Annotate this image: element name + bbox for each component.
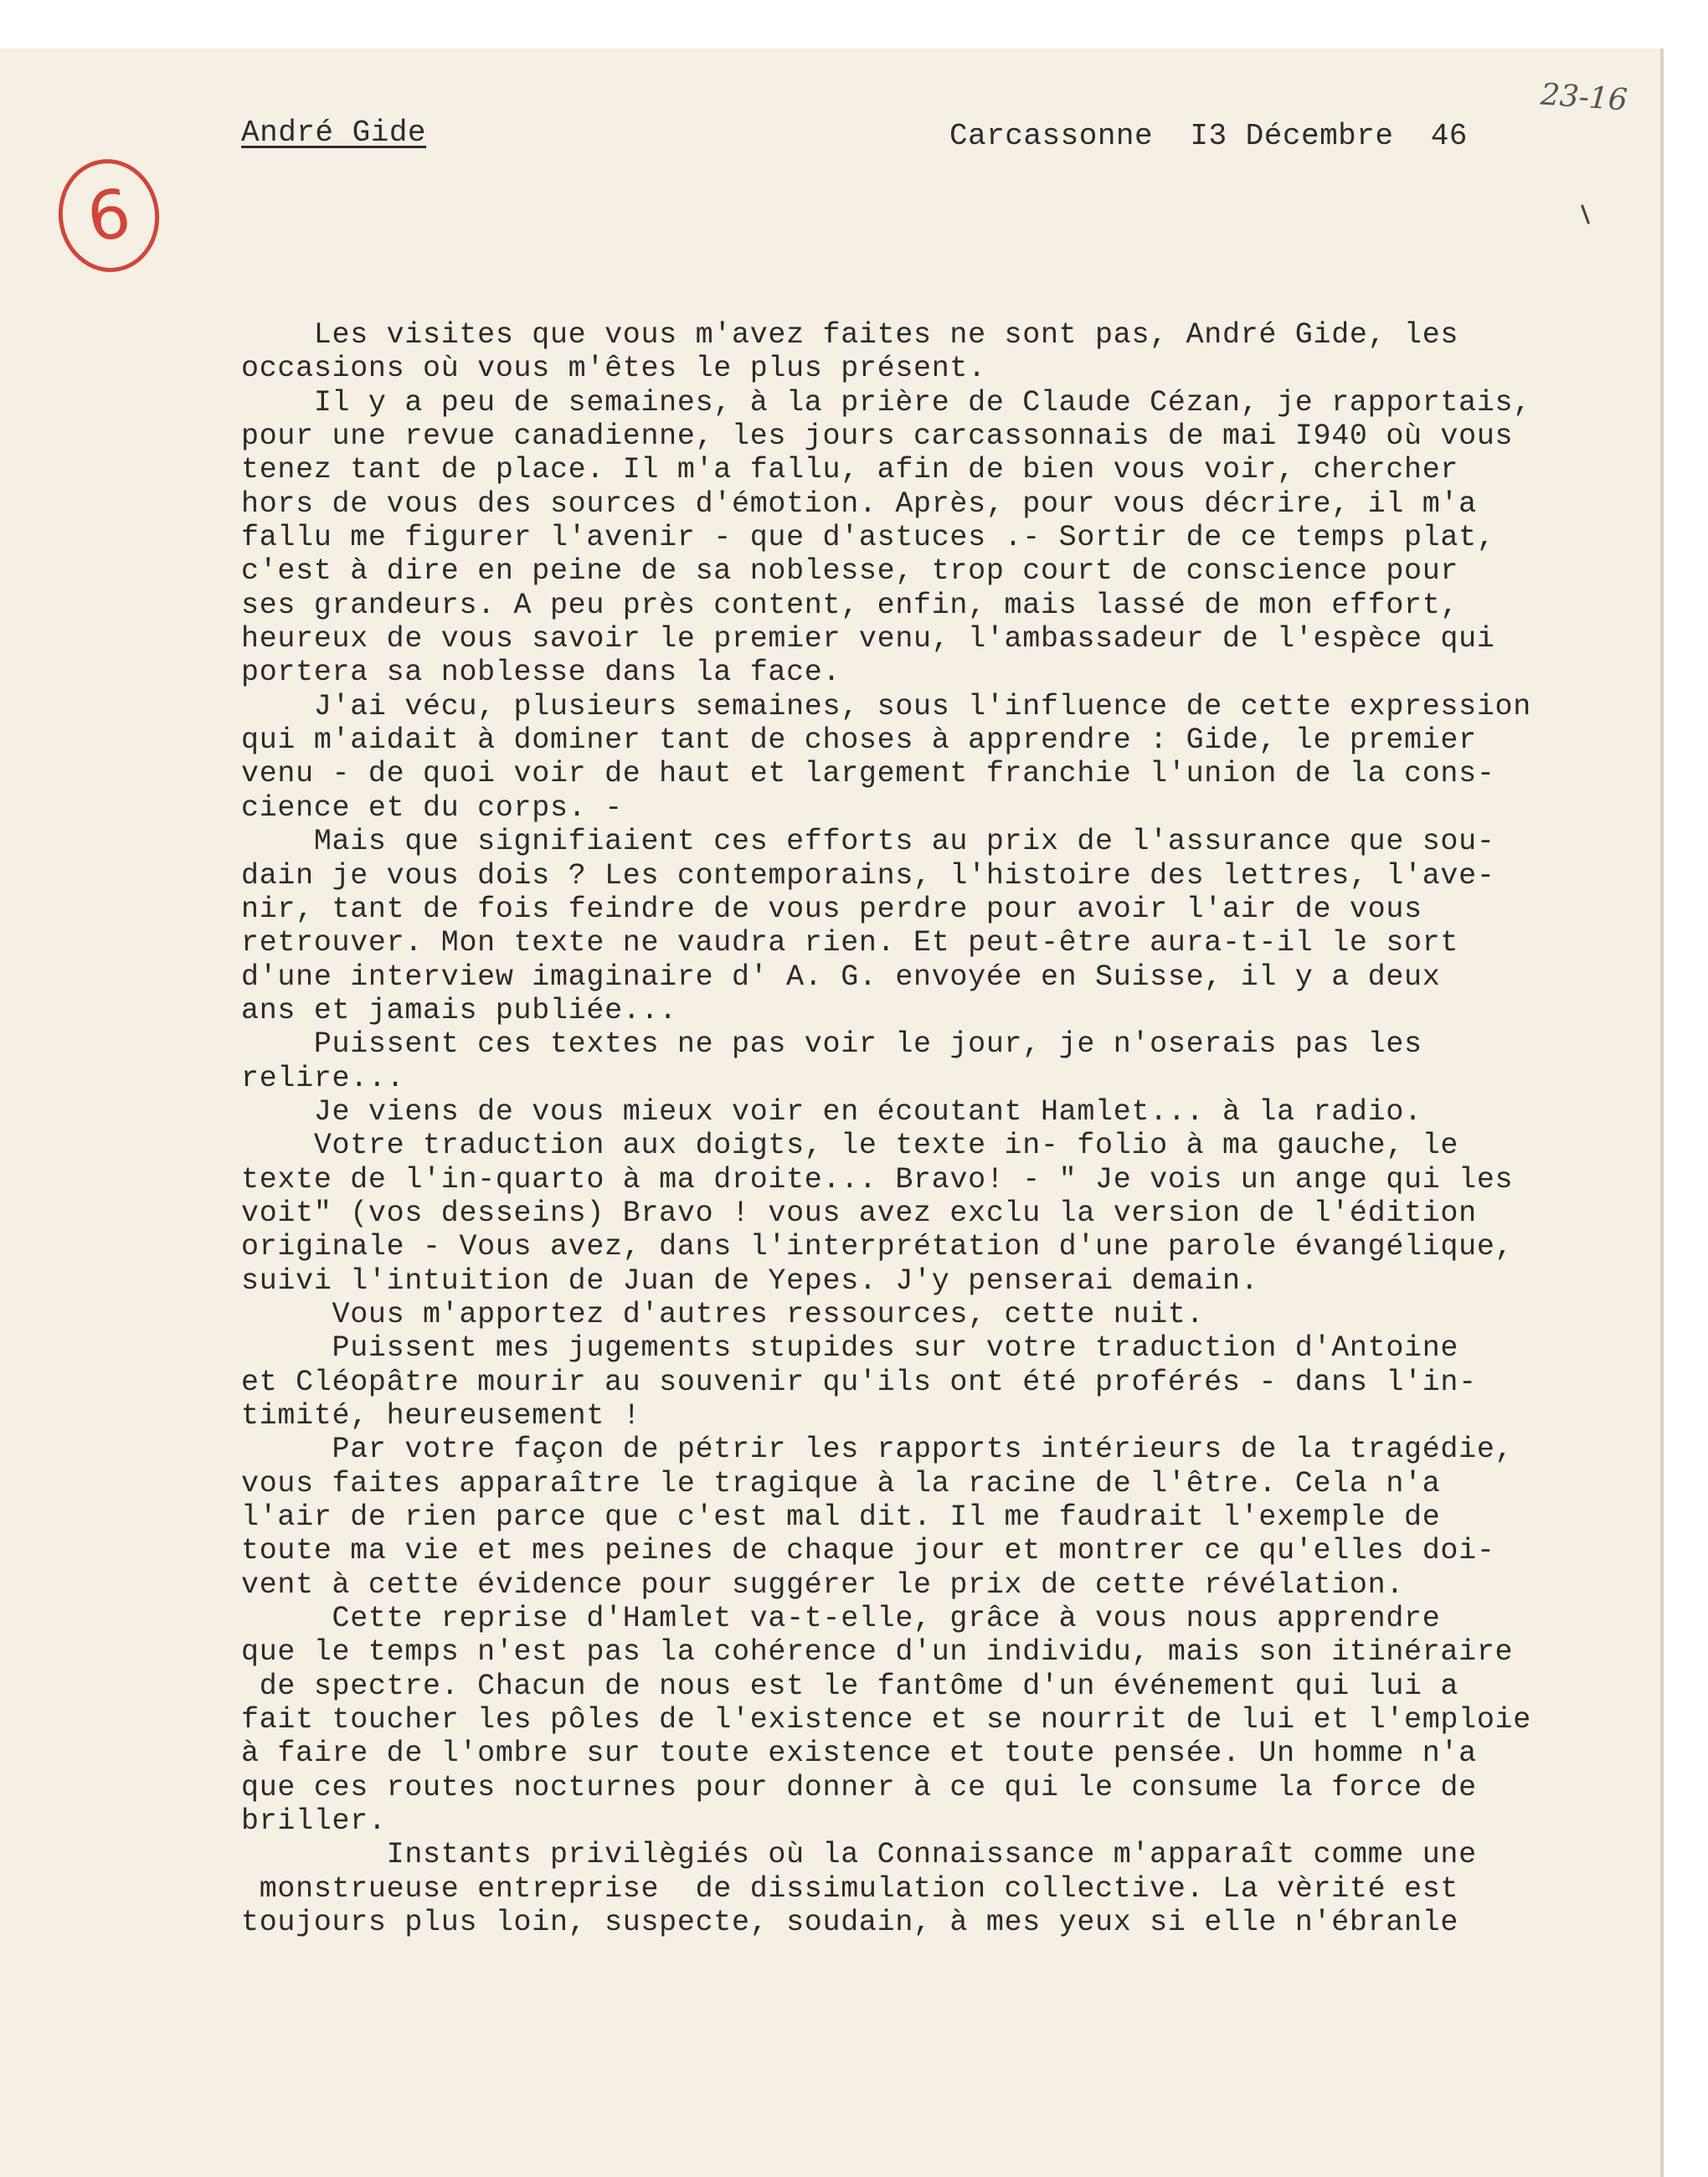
letter-body [241,318,1656,1940]
text-line: briller. [241,1804,387,1839]
text-line: Puissent mes jugements stupides sur votre traduction d'Antoine [241,1331,1459,1366]
text-line: retrouver. Mon texte ne vaudra rien. Et peut-être aura-t-il le sort [241,926,1459,960]
text-line: originale - Vous avez, dans l'interprétation d'une parole évangélique, [241,1230,1514,1264]
text-line: ses grandeurs. A peu près content, enfin, mais lassé de mon effort, [241,588,1459,622]
text-line: Vous m'apportez d'autres ressources, cette nuit. [241,1297,1205,1331]
archive-reference: 23-16 [1539,77,1629,118]
text-line: Cette reprise d'Hamlet va-t-elle, grâce à vous nous apprendre [241,1602,1441,1636]
text-line: que ces routes nocturnes pour donner à ce qui le consume la force de [241,1770,1477,1804]
text-line: Je viens de vous mieux voir en écoutant Hamlet... à la radio. [241,1094,1422,1129]
text-line: cience et du corps. - [241,790,623,825]
text-line: à faire de l'ombre sur toute existence et toute pensée. Un homme n'a [241,1737,1477,1771]
text-line: que le temps n'est pas la cohérence d'un individu, mais son itinéraire [241,1635,1514,1670]
text-line: et Cléopâtre mourir au souvenir qu'ils ont été proférés - dans l'in- [241,1365,1477,1399]
text-line: relire... [241,1061,405,1095]
text-line: Les visites que vous m'avez faites ne sont pas, André Gide, les [241,318,1459,352]
dateline: Carcassonne I3 Décembre 46 [949,119,1468,153]
text-line: d'une interview imaginaire d' A. G. envoyée en Suisse, il y a deux [241,960,1441,994]
text-line: Puissent ces textes ne pas voir le jour, je n'oserais pas les [241,1027,1422,1062]
text-line: nir, tant de fois feindre de vous perdre pour avoir l'air de vous [241,892,1422,926]
text-line: Votre traduction aux doigts, le texte in- folio à ma gauche, le [241,1129,1459,1163]
text-line: texte de l'in-quarto à ma droite... Bravo! - " Je vois un ange qui les [241,1162,1514,1197]
text-line: l'air de rien parce que c'est mal dit. Il me faudrait l'exemple de [241,1500,1441,1535]
text-line: vent à cette évidence pour suggérer le prix de cette révélation. [241,1567,1405,1602]
text-line: suivi l'intuition de Juan de Yepes. J'y penserai demain. [241,1263,1259,1298]
text-line: monstrueuse entreprise de dissimulation collective. La vèrité est [241,1871,1459,1906]
text-line: Mais que signifiaient ces efforts au prix de l'assurance que sou- [241,825,1495,859]
text-line: timité, heureusement ! [241,1399,641,1433]
text-line: Instants privilègiés où la Connaissance m'apparaît comme une [241,1838,1477,1872]
text-line: toujours plus loin, suspecte, soudain, à mes yeux si elle n'ébranle [241,1906,1459,1940]
text-line: portera sa noblesse dans la face. [241,656,841,690]
text-line: J'ai vécu, plusieurs semaines, sous l'influence de cette expression [241,689,1531,723]
text-line: Par votre façon de pétrir les rapports intérieurs de la tragédie, [241,1433,1514,1467]
text-line: voit" (vos desseins) Bravo ! vous avez exclu la version de l'édition [241,1196,1477,1230]
text-line: fait toucher les pôles de l'existence et se nourrit de lui et l'emploie [241,1703,1531,1737]
author-name: André Gide [241,116,427,150]
text-line: c'est à dire en peine de sa noblesse, trop court de conscience pour [241,554,1459,589]
text-line: occasions où vous m'êtes le plus présent. [241,352,986,386]
text-line: Il y a peu de semaines, à la prière de Claude Cézan, je rapportais, [241,385,1531,419]
text-line: hors de vous des sources d'émotion. Après, pour vous décrire, il m'a [241,486,1477,521]
text-line: pour une revue canadienne, les jours carcassonnais de mai I940 où vous [241,419,1514,454]
text-line: qui m'aidait à dominer tant de choses à apprendre : Gide, le premier [241,723,1477,758]
text-line: fallu me figurer l'avenir - que d'astuces .- Sortir de ce temps plat, [241,521,1495,555]
text-line: vous faites apparaître le tragique à la racine de l'être. Cela n'a [241,1466,1441,1500]
circled-number-text: 6 [82,173,136,257]
text-line: dain je vous dois ? Les contemporains, l'histoire des lettres, l'ave- [241,858,1495,893]
text-line: tenez tant de place. Il m'a fallu, afin de bien vous voir, chercher [241,453,1459,487]
text-line: heureux de vous savoir le premier venu, l'ambassadeur de l'espèce qui [241,622,1495,656]
text-line: ans et jamais publiée... [241,993,677,1027]
text-line: toute ma vie et mes peines de chaque jour et montrer ce qu'elles doi- [241,1534,1495,1568]
text-line: venu - de quoi voir de haut et largement franchie l'union de la cons- [241,757,1495,791]
text-line: de spectre. Chacun de nous est le fantôme d'un événement qui lui a [241,1669,1459,1703]
paper-edge [1660,49,1664,2177]
